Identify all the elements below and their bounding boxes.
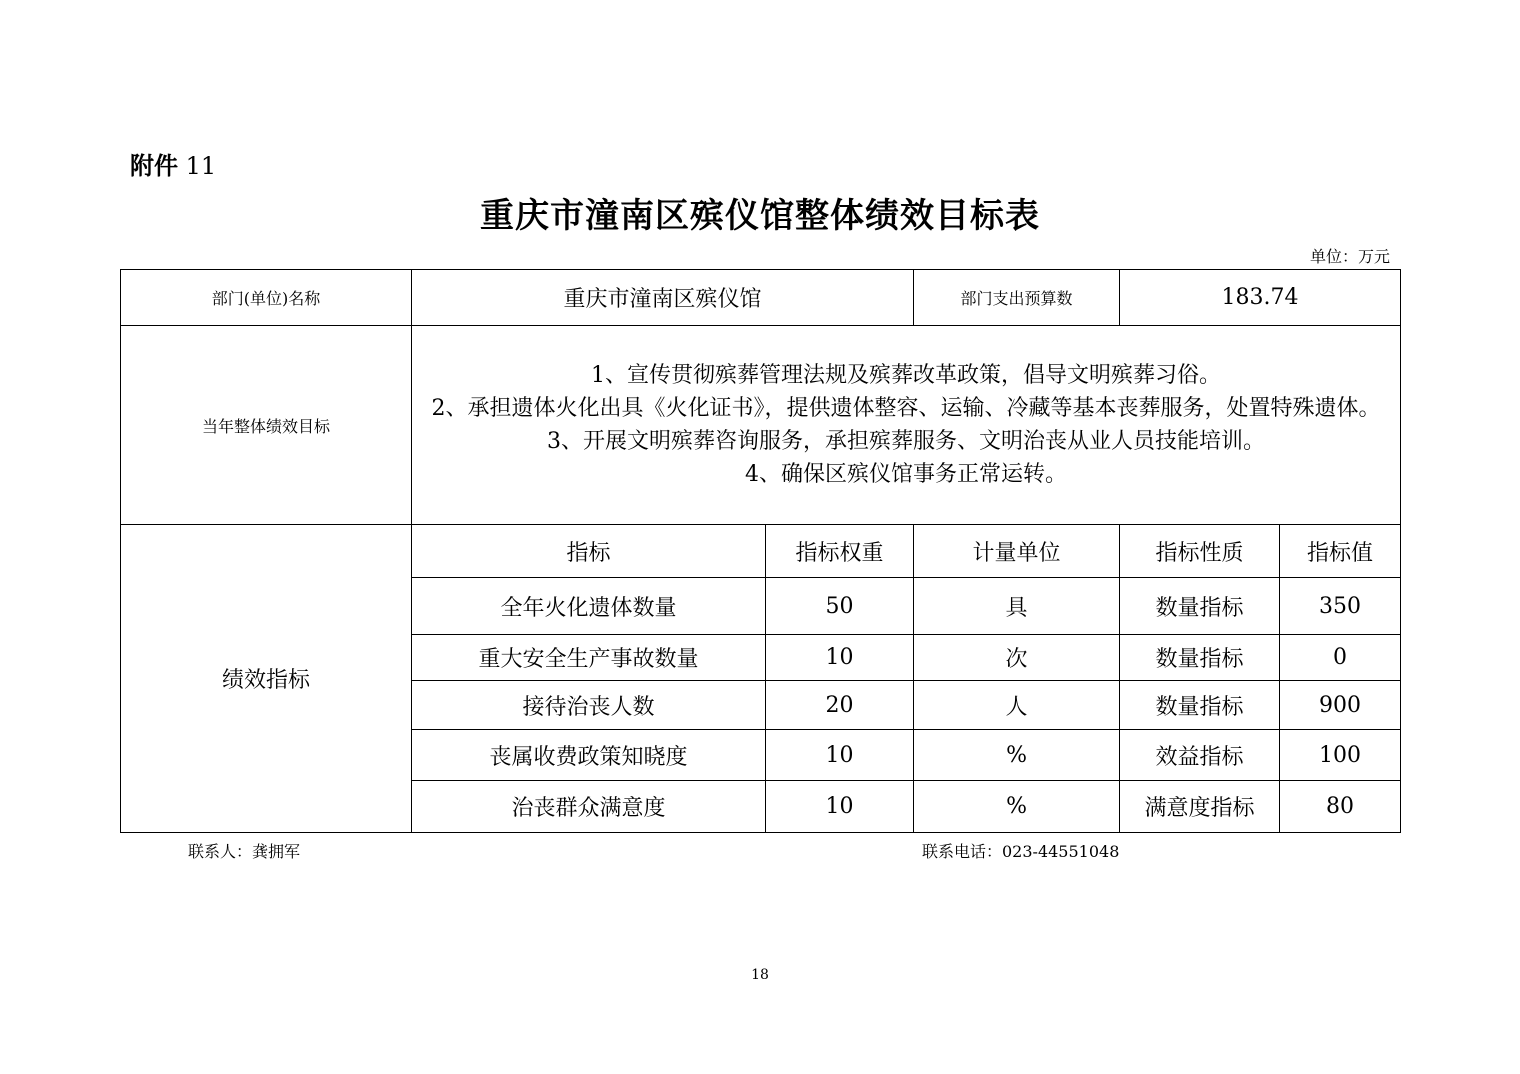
dept-value: 重庆市潼南区殡仪馆 — [412, 270, 914, 326]
contact-person: 联系人：龚拥军 — [188, 842, 301, 861]
goals-row — [121, 326, 1401, 525]
col-header-value: 指标值 — [1280, 525, 1401, 578]
indicators-label: 绩效指标 — [121, 525, 412, 833]
indicator-nature: 数量指标 — [1120, 681, 1280, 730]
goal-item: 1、宣传贯彻殡葬管理法规及殡葬改革政策，倡导文明殡葬习俗。 — [591, 363, 1222, 388]
goal-item: 4、确保区殡仪馆事务正常运转。 — [745, 462, 1068, 487]
indicator-weight: 50 — [766, 578, 914, 635]
indicator-weight: 20 — [766, 681, 914, 730]
indicator-nature: 数量指标 — [1120, 635, 1280, 681]
contact-phone: 联系电话：023-44551048 — [922, 842, 1120, 861]
indicator-name: 全年火化遗体数量 — [412, 578, 766, 635]
indicator-nature: 满意度指标 — [1120, 781, 1280, 833]
col-header-unit: 计量单位 — [914, 525, 1120, 578]
indicator-name: 治丧群众满意度 — [412, 781, 766, 833]
indicator-unit: % — [914, 730, 1120, 781]
dept-label: 部门(单位)名称 — [121, 270, 412, 326]
page-title: 重庆市潼南区殡仪馆整体绩效目标表 — [480, 196, 1040, 236]
indicator-unit: 次 — [914, 635, 1120, 681]
indicator-value: 80 — [1280, 781, 1401, 833]
goal-item: 2、承担遗体火化出具《火化证书》，提供遗体整容、运输、冷藏等基本丧葬服务，处置特殊遗体。 — [431, 396, 1381, 421]
indicator-unit: % — [914, 781, 1120, 833]
indicator-name: 重大安全生产事故数量 — [412, 635, 766, 681]
col-header-weight: 指标权重 — [766, 525, 914, 578]
indicator-weight: 10 — [766, 730, 914, 781]
attachment-number: 11 — [185, 152, 217, 180]
header-row — [121, 270, 1401, 326]
goal-item: 3、开展文明殡葬咨询服务，承担殡葬服务、文明治丧从业人员技能培训。 — [547, 429, 1266, 454]
budget-value: 183.74 — [1120, 270, 1401, 326]
indicator-name: 丧属收费政策知晓度 — [412, 730, 766, 781]
page-number: 18 — [751, 967, 769, 983]
col-header-indicator: 指标 — [412, 525, 766, 578]
indicator-nature: 数量指标 — [1120, 578, 1280, 635]
indicator-weight: 10 — [766, 635, 914, 681]
col-header-nature: 指标性质 — [1120, 525, 1280, 578]
budget-label: 部门支出预算数 — [914, 270, 1120, 326]
attachment-text: 附件 — [130, 152, 178, 180]
unit-label: 单位：万元 — [1309, 247, 1390, 266]
indicator-nature: 效益指标 — [1120, 730, 1280, 781]
indicator-unit: 具 — [914, 578, 1120, 635]
performance-table — [120, 269, 1401, 833]
indicator-header-row — [121, 525, 1401, 578]
goals-content — [412, 326, 1401, 525]
indicator-value: 900 — [1280, 681, 1401, 730]
indicator-value: 350 — [1280, 578, 1401, 635]
goals-label: 当年整体绩效目标 — [121, 326, 412, 525]
indicator-name: 接待治丧人数 — [412, 681, 766, 730]
attachment-label — [130, 146, 216, 181]
indicator-weight: 10 — [766, 781, 914, 833]
indicator-value: 100 — [1280, 730, 1401, 781]
indicator-unit: 人 — [914, 681, 1120, 730]
indicator-value: 0 — [1280, 635, 1401, 681]
